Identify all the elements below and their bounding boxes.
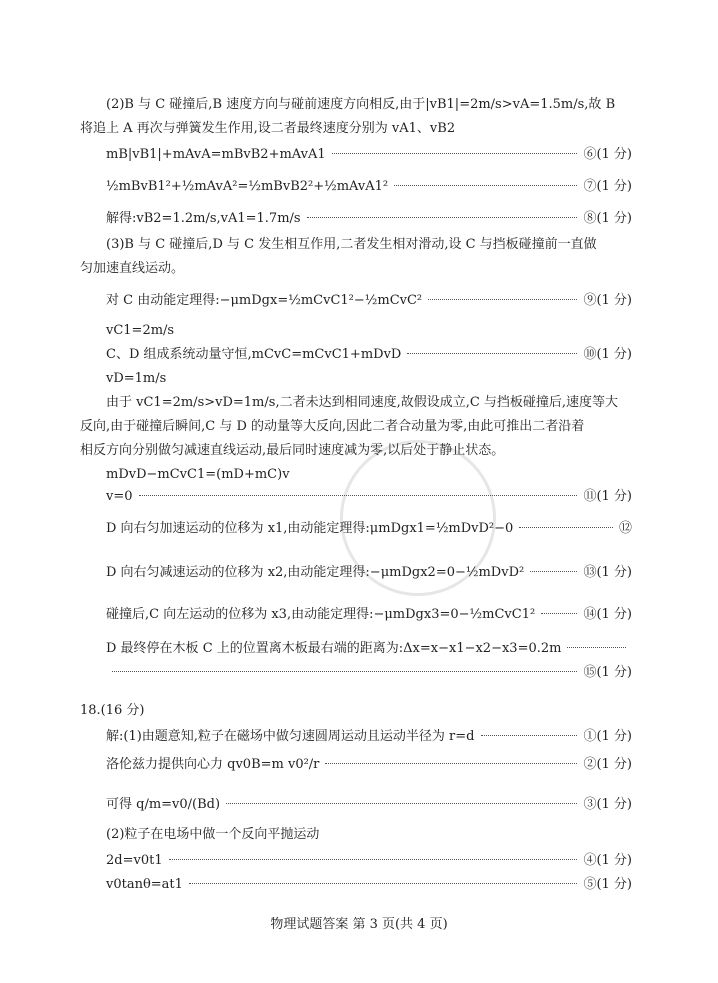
score-label: ②(1 分) (583, 757, 632, 772)
score-label: ⑧(1 分) (583, 211, 632, 226)
text-line: (2)粒子在电场中做一个反向平抛运动 (106, 827, 320, 842)
dotted-leader (307, 217, 578, 218)
dotted-leader (407, 353, 577, 354)
dotted-leader (519, 527, 613, 528)
text-line: mDvD−mCvC1=(mD+mC)v (106, 467, 290, 482)
equation-text: v=0 (106, 489, 133, 504)
dotted-leader (226, 803, 577, 804)
equation-text: 洛伦兹力提供向心力 qv0B=m v0²/r (106, 757, 320, 772)
equation-row (106, 876, 632, 894)
dotted-leader (332, 153, 578, 154)
equation-row (106, 346, 632, 364)
equation-row (106, 178, 632, 196)
equation-row (106, 756, 632, 774)
dotted-leader (481, 735, 578, 736)
score-label: ⑥(1 分) (583, 147, 632, 162)
equation-text: ½mBvB1²+½mAvA²=½mBvB2²+½mAvA1² (106, 179, 389, 194)
equation-text: C、D 组成系统动量守恒,mCvC=mCvC1+mDvD (106, 347, 402, 362)
text-line: (3)B 与 C 碰撞后,D 与 C 发生相互作用,二者发生相对滑动,设 C 与挡板碰撞前一直做 (106, 237, 597, 252)
equation-text: 2d=v0t1 (106, 853, 163, 868)
equation-text: 可得 q/m=v0/(Bd) (106, 797, 221, 812)
equation-row (106, 146, 632, 164)
score-label: ⑫ (618, 521, 632, 536)
equation-text: D 向右匀加速运动的位移为 x1,由动能定理得:μmDgx1=½mDvD²−0 (106, 521, 514, 536)
equation-text: 碰撞后,C 向左运动的位移为 x3,由动能定理得:−μmDgx3=0−½mCvC1² (106, 607, 536, 622)
equation-row (106, 292, 632, 310)
equation-row (106, 728, 632, 746)
score-label: ⑨(1 分) (583, 293, 632, 308)
text-line: 由于 vC1=2m/s>vD=1m/s,二者未达到相同速度,故假设成立,C 与挡板碰撞后,速度等大 (106, 395, 619, 410)
dotted-leader (189, 883, 578, 884)
dotted-leader (567, 647, 626, 648)
score-label: ①(1 分) (583, 729, 632, 744)
equation-text: D 最终停在木板 C 上的位置离木板最右端的距离为:Δx=x−x1−x2−x3=0.2m (106, 641, 562, 656)
equation-text: 解:(1)由题意知,粒子在磁场中做匀速圆周运动且运动半径为 r=d (106, 729, 475, 744)
equation-text: 解得:vB2=1.2m/s,vA1=1.7m/s (106, 211, 301, 226)
score-label: ⑩(1 分) (583, 347, 632, 362)
score-label: ⑪(1 分) (583, 489, 632, 504)
equation-row (106, 796, 632, 814)
score-label: ⑭(1 分) (583, 607, 632, 622)
text-line: 18.(16 分) (80, 703, 145, 718)
equation-text: mB|vB1|+mAvA=mBvB2+mAvA1 (106, 147, 326, 162)
page-footer: 物理试题答案 第 3 页(共 4 页) (270, 917, 448, 932)
dotted-leader (394, 185, 577, 186)
text-line: 将追上 A 再次与弹簧发生作用,设二者最终速度分别为 vA1、vB2 (80, 121, 456, 136)
dotted-leader (428, 299, 577, 300)
dotted-leader (325, 763, 577, 764)
equation-row (106, 640, 632, 658)
score-label: ③(1 分) (583, 797, 632, 812)
equation-text: D 向右匀减速运动的位移为 x2,由动能定理得:−μmDgx2=0−½mDvD² (106, 565, 525, 580)
score-label: ④(1 分) (583, 853, 632, 868)
score-label: ⑬(1 分) (583, 565, 632, 580)
equation-row (106, 664, 632, 682)
score-label: ⑮(1 分) (583, 665, 632, 680)
equation-row (106, 606, 632, 624)
text-line: 匀加速直线运动。 (80, 261, 185, 276)
text-line: vC1=2m/s (106, 323, 175, 338)
equation-text: v0tanθ=at1 (106, 877, 183, 892)
dotted-leader (530, 571, 577, 572)
equation-row (106, 852, 632, 870)
text-line: 相反方向分别做匀减速直线运动,最后同时速度减为零,以后处于静止状态。 (80, 443, 505, 458)
dotted-leader (541, 613, 577, 614)
dotted-leader (169, 859, 578, 860)
score-label: ⑦(1 分) (583, 179, 632, 194)
text-line: 反向,由于碰撞后瞬间,C 与 D 的动量等大反向,因此二者合动量为零,由此可推出二者沿着 (80, 419, 585, 434)
equation-text: 对 C 由动能定理得:−μmDgx=½mCvC1²−½mCvC² (106, 293, 423, 308)
text-line: vD=1m/s (106, 371, 167, 386)
equation-row (106, 210, 632, 228)
score-label: ⑤(1 分) (583, 877, 632, 892)
text-line: (2)B 与 C 碰撞后,B 速度方向与碰前速度方向相反,由于|vB1|=2m/s>vA=1.5m/s,故 B (106, 97, 616, 112)
dotted-leader (112, 671, 577, 672)
